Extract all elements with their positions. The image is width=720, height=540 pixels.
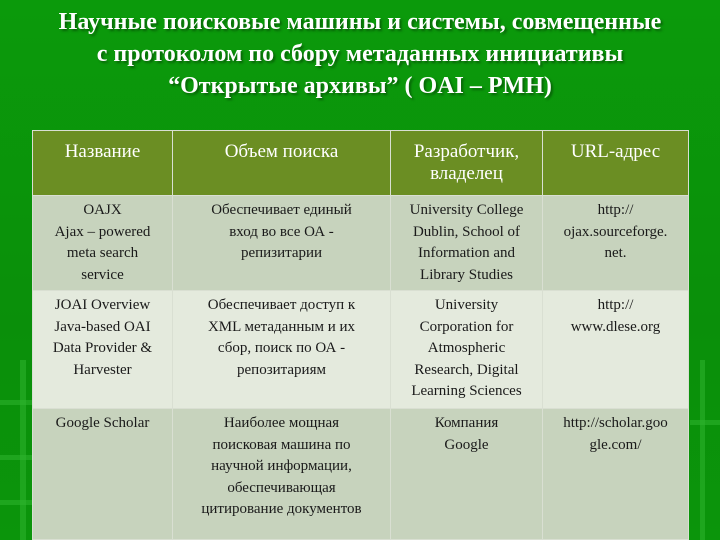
cell-line: gle.com/ [589, 436, 642, 453]
table-row [33, 409, 689, 540]
cell-line: Ajax – powered [54, 223, 151, 240]
cell-developer [391, 196, 543, 291]
cell-line: вход во все ОА - [229, 223, 334, 240]
cell-line: научной информации, [211, 458, 352, 474]
header-url-text: URL-адрес [570, 141, 661, 162]
cell-scope [173, 196, 391, 291]
cell-line: meta search [66, 245, 139, 261]
cell-url [543, 196, 689, 291]
cell-line: Library Studies [420, 266, 513, 283]
cell-line: Corporation for [419, 318, 514, 335]
header-name [33, 131, 173, 196]
search-engines-table [32, 130, 689, 540]
table-header-row [33, 131, 689, 196]
cell-name [33, 196, 173, 291]
cell-name [33, 291, 173, 409]
cell-url [543, 291, 689, 409]
cell-line: Обеспечивает доступ к [207, 297, 356, 313]
cell-line: University College [409, 202, 524, 218]
cell-line: репизитарии [240, 245, 323, 261]
header-developer-text-2: владелец [430, 163, 503, 184]
cell-developer [391, 291, 543, 409]
cell-line: XML метаданным и их [207, 318, 356, 335]
cell-line: service [81, 266, 124, 283]
slide-title [0, 6, 720, 102]
cell-line: Java-based OAI [54, 318, 151, 335]
cell-line: Обеспечивает единый [211, 202, 352, 218]
slide-title-line-2: с протоколом по сбору метаданных инициативы [96, 41, 624, 67]
cell-name [33, 409, 173, 540]
cell-line: http:// [597, 297, 634, 313]
table-row [33, 196, 689, 291]
header-url [543, 131, 689, 196]
cell-line: цитирование документов [201, 501, 362, 517]
cell-url [543, 409, 689, 540]
cell-line: Research, Digital [414, 361, 519, 378]
cell-line: репозитариям [237, 361, 326, 378]
cell-developer [391, 409, 543, 540]
cell-line: http://scholar.goo [563, 415, 668, 431]
cell-line: сбор, поиск по ОА - [217, 340, 346, 356]
cell-line: Harvester [73, 361, 132, 378]
cell-line: Компания [434, 415, 499, 431]
cell-line: Google [444, 436, 489, 453]
header-name-text: Название [64, 141, 141, 162]
cell-line: Наиболее мощная [223, 415, 340, 431]
cell-line: www.dlese.org [570, 318, 661, 335]
cell-scope [173, 291, 391, 409]
cell-line: ojax.sourceforge. [563, 223, 668, 240]
cell-line: Google Scholar [55, 415, 150, 431]
cell-line: OAJX [83, 202, 122, 218]
cell-line: Atmospheric [427, 340, 506, 356]
cell-line: Information and [417, 245, 516, 261]
header-developer [391, 131, 543, 196]
cell-line: University [434, 297, 499, 313]
cell-line: http:// [597, 202, 634, 218]
cell-line: JOAI Overview [54, 297, 151, 313]
cell-line: Dublin, School of [412, 223, 521, 240]
cell-line: Data Provider & [52, 340, 153, 356]
cell-line: обеспечивающая [227, 479, 336, 496]
cell-line: net. [604, 245, 627, 261]
cell-line: Learning Sciences [411, 383, 522, 399]
slide-title-line-1: Научные поисковые машины и системы, совмещенные [58, 9, 662, 35]
slide-title-line-3: “Открытые архивы” ( OAI – PMH) [168, 73, 552, 99]
table-row [33, 291, 689, 409]
cell-scope [173, 409, 391, 540]
header-developer-text-1: Разработчик, [413, 141, 520, 162]
header-search-scope-text: Объем поиска [224, 141, 339, 162]
header-search-scope [173, 131, 391, 196]
cell-line: поисковая машина по [212, 436, 351, 453]
